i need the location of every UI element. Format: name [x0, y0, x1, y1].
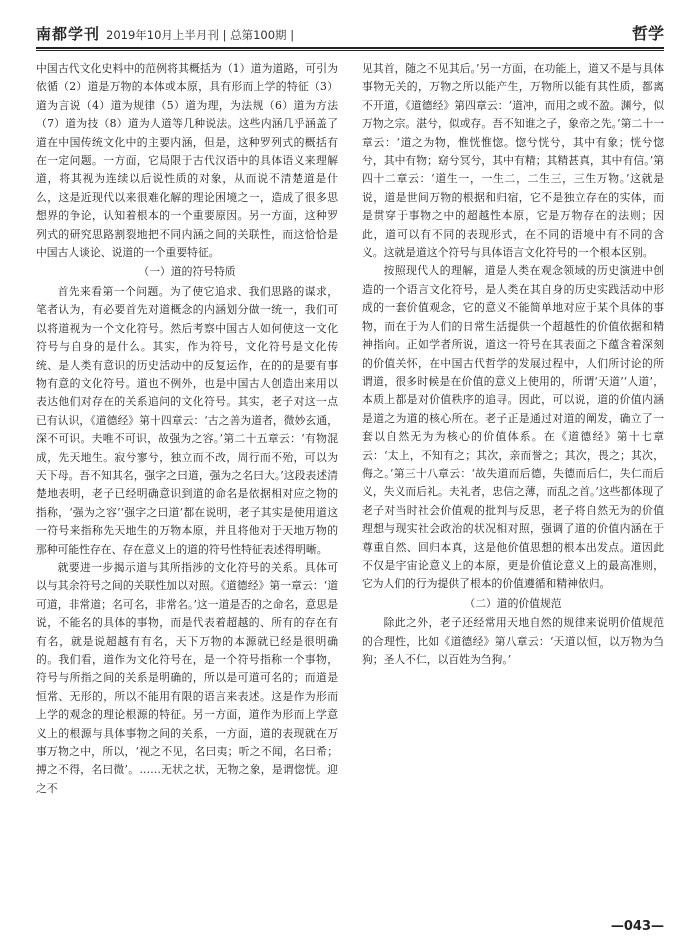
header-left	[36, 23, 294, 44]
paragraph: 中国古代文化史料中的范例将其概括为（1）道为道路，可引为依循（2）道是万物的本体或本原，具有形而上学的特征（3）道为言说（4）道为规律（5）道为理，为法规（6）道为方法（7）道为技（8）道为人道等几种说法。这些内涵几乎涵盖了道在中国传统文化中的主要内涵，但是，这种罗列式的概括有在一定问题。一方面，它局限于古代汉语中的具体语义来理解道，将其视为连续以后说性质的对象，从而说不清楚道是什么，这是近现代以来很难化解的理论困境之一，造成了很多思想界的争论，认知着根本的一个重要原因。另一方面，这种罗列式的研究思路割裂地把不同内涵之间的关联性，而这恰恰是中国古人谈论、说道的一个重要特征。	[36, 62, 338, 260]
paragraph: 除此之外，老子还经常用天地自然的规律来说明价值规范的合理性，比如《道德经》第八章云：‘天道以恒，以万物为刍狗；圣人不仁，以百姓为刍狗。’	[362, 616, 664, 666]
page-number: —043—	[610, 919, 664, 934]
paragraph: 见其首，随之不见其后。’另一方面，在功能上，道又不是与具体事物无关的，万物之所以能产生，万物所以能有其性质，都离不开道，《道德经》第四章云：‘道冲，而用之或不盈。渊兮，似万物之宗。湛兮，似或存。吾不知谁之子，象帝之先。’第二十一章云：‘道之为物，惟恍惟惚。惚兮恍兮，其中有象；恍兮惚兮，其中有物；窈兮冥兮，其中有精；其精甚真，其中有信。’第四十二章云：‘道生一，一生二，二生三，三生万物。’这就是说，道是世间万物的根据和归宿，它不是独立存在的实体，而是贯穿于事物之中的超越性本原，它是万物存在的法则；因此，道可以有不同的表现形式，在不同的语境中有不同的含义。这就是道这个符号与具体语言文化符号的一个根本区别。	[362, 62, 664, 260]
paragraph: 首先来看第一个问题。为了使它追求、我们思路的谋求，笔者认为，有必要首先对道概念的内涵划分做一统一，我们可以将道视为一个文化符号。然后考察中国古人如何使这一文化符号与自身的是什么。其实，作为符号，文化符号是文化传统、是人类有意识的历史活动中的反复运作，在的的是要有事物有意的文化符号。道也不例外，也是中国古人创造出来用以表达他们对存在的关系追问的文化符号。其实，老子对这一点已有认识，《道德经》第十四章云：‘古之善为道者，微妙玄通，深不可识。夫唯不可识，故强为之容。’第二十五章云：‘有物混成，先天地生。寂兮寥兮，独立而不改，周行而不殆，可以为天下母。吾不知其名，强字之曰道，强为之名曰大。’这段表述清楚地表明，老子已经明确意识到道的命名是依据相对应之物的指称，‘强为之容’‘强字之曰道’都在说明，老子其实是使用道这一符号来指称先天地生的万物本原，并且将他对于天地万物的那种可能性存在、存在意义上的道的符号性特征表述得明晰。	[36, 284, 338, 556]
paragraph: 按照现代人的理解，道是人类在观念领域的历史演进中创造的一个语言文化符号，是人类在其自身的历史实践活动中形成的一套价值观念，它的意义不能简单地对应于某个具体的事物，而在于为人们的日常生活提供一个超越性的价值依据和精神指向。正如学者所说，道这一符号在其表面之下蕴含着深刻的价值关怀，在中国古代哲学的发展过程中，人们所讨论的所谓道，很多时候是在价值的意义上使用的，所谓‘天道’‘人道’，本质上都是对价值秩序的追寻。因此，可以说，道的价值内涵是道之为道的核心所在。老子正是通过对道的阐发，确立了一套以自然无为为核心的价值体系。在《道德经》第十七章云：‘太上，不知有之；其次，亲而誉之；其次，畏之；其次，侮之。’第三十八章云：‘故失道而后德，失德而后仁，失仁而后义，失义而后礼。夫礼者，忠信之薄，而乱之首。’这些都体现了老子对当时社会价值观的批判与反思，老子将自然无为的价值理想与现实社会政治的状况相对照，强调了道的价值内涵在于尊重自然、回归本真，这是他价值思想的根本出发点。道因此不仅是宇宙论意义上的本原，更是价值论意义上的最高准则，它为人们的行为提供了根本的价值遵循和精神依归。	[362, 264, 664, 591]
issue-info: 2019年10月上半月刊 | 总第100期 |	[106, 28, 295, 42]
left-column	[36, 60, 338, 904]
subheading: （二）道的价值规范	[464, 596, 562, 610]
subheading: （一）道的符号特质	[138, 265, 236, 279]
header-rule-thin	[36, 50, 664, 51]
section-label: 哲学	[631, 24, 664, 43]
journal-logo: 南都学刊	[36, 25, 101, 43]
header-rule-thick	[36, 47, 664, 49]
body-columns	[36, 60, 664, 904]
paragraph: 就要进一步揭示道与其所指涉的文化符号的关系。具体可以与其余符号之间的关联性加以对照。《道德经》第一章云：‘道可道，非常道；名可名，非常名。’这一道是否的之命名，意思是说，不能名的具体的事物，而是代表着超越的、所有的存在有有名，就是说超越有有名，天下万物的本源就已经是很明确的。我们看，道作为文化符号在，是一个符号指称一个事物，符号与所指之间的关系是明确的，所以是可道可名的；而道是恒常、无形的，所以不能用有限的语言来表述。这是作为形而上学的观念的理论根源的特征。另一方面，道作为形而上学意义上的根源与具体事物之间的关系，一方面，道的表现就在万事万物之中，所以，‘视之不见，名曰夷；听之不闻，名曰希；搏之不得，名曰微’。……无状之状，无物之象，是谓惚恍。迎之不	[36, 560, 338, 795]
running-header	[36, 18, 664, 44]
right-column	[362, 60, 664, 904]
